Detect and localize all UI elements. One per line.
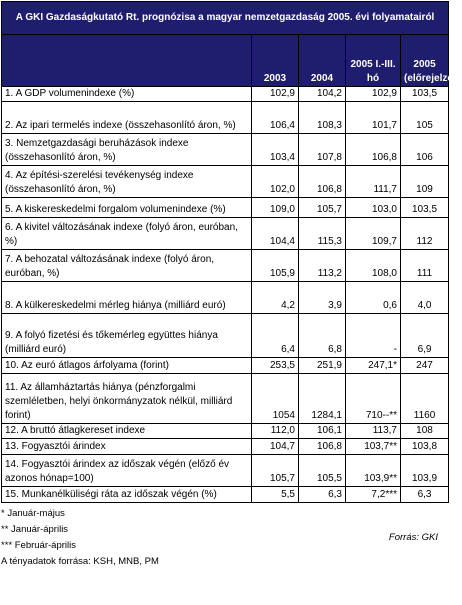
column-header-2005-q1-q3: 2005 I.-III. hó: [346, 35, 401, 87]
value-cell: 107,8: [299, 134, 346, 166]
source-note: Forrás: GKI: [388, 532, 438, 543]
value-cell: 109,7: [346, 218, 401, 250]
column-header-2003: 2003: [252, 35, 299, 87]
table-row: [2, 314, 449, 358]
table-row: [2, 218, 449, 250]
value-cell: 112,0: [252, 424, 299, 439]
value-cell: 103,9: [401, 455, 449, 487]
value-cell: 103,4: [252, 134, 299, 166]
value-cell: 103,9**: [346, 455, 401, 487]
value-cell: 104,2: [299, 87, 346, 102]
footnote: ** Január-április: [1, 524, 69, 535]
row-label: 10. Az euró átlagos árfolyama (forint): [2, 358, 252, 374]
row-label: 7. A behozatal változásának indexe (folyó áron, euróban, %): [2, 250, 252, 282]
value-cell: 6,3: [299, 487, 346, 503]
row-label: 4. Az építési-szerelési tevékenység indexe (összehasonlító áron, %): [2, 166, 252, 198]
column-header-2005-forecast: 2005 (előrejelzés): [401, 35, 449, 87]
row-label: 9. A folyó fizetési és tőkemérleg együttes hiánya (milliárd euró): [2, 314, 252, 358]
value-cell: 253,5: [252, 358, 299, 374]
row-label: 2. Az ipari termelés indexe (összehasonlító áron, %): [2, 102, 252, 134]
value-cell: 108: [401, 424, 449, 439]
value-cell: 710--**: [346, 374, 401, 424]
table-row: [2, 374, 449, 424]
value-cell: 105,7: [299, 198, 346, 218]
value-cell: 102,0: [252, 166, 299, 198]
value-cell: 105,9: [252, 250, 299, 282]
table-row: [2, 439, 449, 455]
value-cell: 6,9: [401, 314, 449, 358]
table-title: A GKI Gazdaságkutató Rt. prognózisa a magyar nemzetgazdaság 2005. évi folyamatairól: [2, 2, 449, 35]
value-cell: 247,1*: [346, 358, 401, 374]
row-label: 3. Nemzetgazdasági beruházások indexe (összehasonlító áron, %): [2, 134, 252, 166]
row-label: 12. A bruttó átlagkereset indexe: [2, 424, 252, 439]
row-label: 8. A külkereskedelmi mérleg hiánya (milliárd euró): [2, 282, 252, 314]
value-cell: 109,0: [252, 198, 299, 218]
value-cell: 112: [401, 218, 449, 250]
value-cell: 5,5: [252, 487, 299, 503]
value-cell: 104,4: [252, 218, 299, 250]
value-cell: 251,9: [299, 358, 346, 374]
value-cell: 4,2: [252, 282, 299, 314]
value-cell: 113,7: [346, 424, 401, 439]
value-cell: 106,8: [299, 439, 346, 455]
row-label: 13. Fogyasztói árindex: [2, 439, 252, 455]
value-cell: 102,9: [346, 87, 401, 102]
column-header-2004: 2004: [299, 35, 346, 87]
footnote: * Január-május: [1, 508, 65, 519]
value-cell: 111: [401, 250, 449, 282]
header-row: [2, 35, 449, 87]
value-cell: 105,7: [252, 455, 299, 487]
footnote: *** Február-április: [1, 540, 76, 551]
table-row: [2, 250, 449, 282]
value-cell: 7,2***: [346, 487, 401, 503]
value-cell: 103,8: [401, 439, 449, 455]
footnotes: [1, 506, 448, 570]
table-row: [2, 166, 449, 198]
row-label: 14. Fogyasztói árindex az időszak végén (előző év azonos hónap=100): [2, 455, 252, 487]
value-cell: 106,8: [299, 166, 346, 198]
value-cell: 6,8: [299, 314, 346, 358]
document: [1, 1, 462, 570]
value-cell: 106,8: [346, 134, 401, 166]
footnote: A tényadatok forrása: KSH, MNB, PM: [1, 556, 159, 567]
title-row: [2, 2, 449, 35]
value-cell: 105,5: [299, 455, 346, 487]
value-cell: 106,1: [299, 424, 346, 439]
value-cell: 1160: [401, 374, 449, 424]
row-label: 1. A GDP volumenindexe (%): [2, 87, 252, 102]
value-cell: 3,9: [299, 282, 346, 314]
value-cell: 6,3: [401, 487, 449, 503]
forecast-table: [1, 1, 462, 503]
value-cell: 104,7: [252, 439, 299, 455]
table-row: [2, 487, 449, 503]
value-cell: 103,7**: [346, 439, 401, 455]
value-cell: 4,0: [401, 282, 449, 314]
value-cell: 1054: [252, 374, 299, 424]
value-cell: 0,6: [346, 282, 401, 314]
table-row: [2, 87, 449, 102]
value-cell: 109: [401, 166, 449, 198]
value-cell: 108,3: [299, 102, 346, 134]
value-cell: 247: [401, 358, 449, 374]
table-row: [2, 102, 449, 134]
header-blank-cell: [2, 35, 252, 87]
row-label: 15. Munkanélküliségi ráta az időszak végén (%): [2, 487, 252, 503]
value-cell: 106,4: [252, 102, 299, 134]
value-cell: 102,9: [252, 87, 299, 102]
table-row: [2, 455, 449, 487]
row-label: 11. Az államháztartás hiánya (pénzforgalmi szemléletben, helyi önkormányzatok nélkül, milliárd forint): [2, 374, 252, 424]
value-cell: 101,7: [346, 102, 401, 134]
table-row: [2, 424, 449, 439]
value-cell: 6,4: [252, 314, 299, 358]
value-cell: 103,5: [401, 198, 449, 218]
row-label: 6. A kivitel változásának indexe (folyó áron, euróban, %): [2, 218, 252, 250]
value-cell: 111,7: [346, 166, 401, 198]
value-cell: 103,0: [346, 198, 401, 218]
value-cell: 108,0: [346, 250, 401, 282]
value-cell: 1284,1: [299, 374, 346, 424]
value-cell: 115,3: [299, 218, 346, 250]
value-cell: -: [346, 314, 401, 358]
table-row: [2, 358, 449, 374]
table-row: [2, 134, 449, 166]
value-cell: 113,2: [299, 250, 346, 282]
row-label: 5. A kiskereskedelmi forgalom volumenindexe (%): [2, 198, 252, 218]
table-row: [2, 198, 449, 218]
value-cell: 103,5: [401, 87, 449, 102]
table-row: [2, 282, 449, 314]
value-cell: 106: [401, 134, 449, 166]
value-cell: 105: [401, 102, 449, 134]
